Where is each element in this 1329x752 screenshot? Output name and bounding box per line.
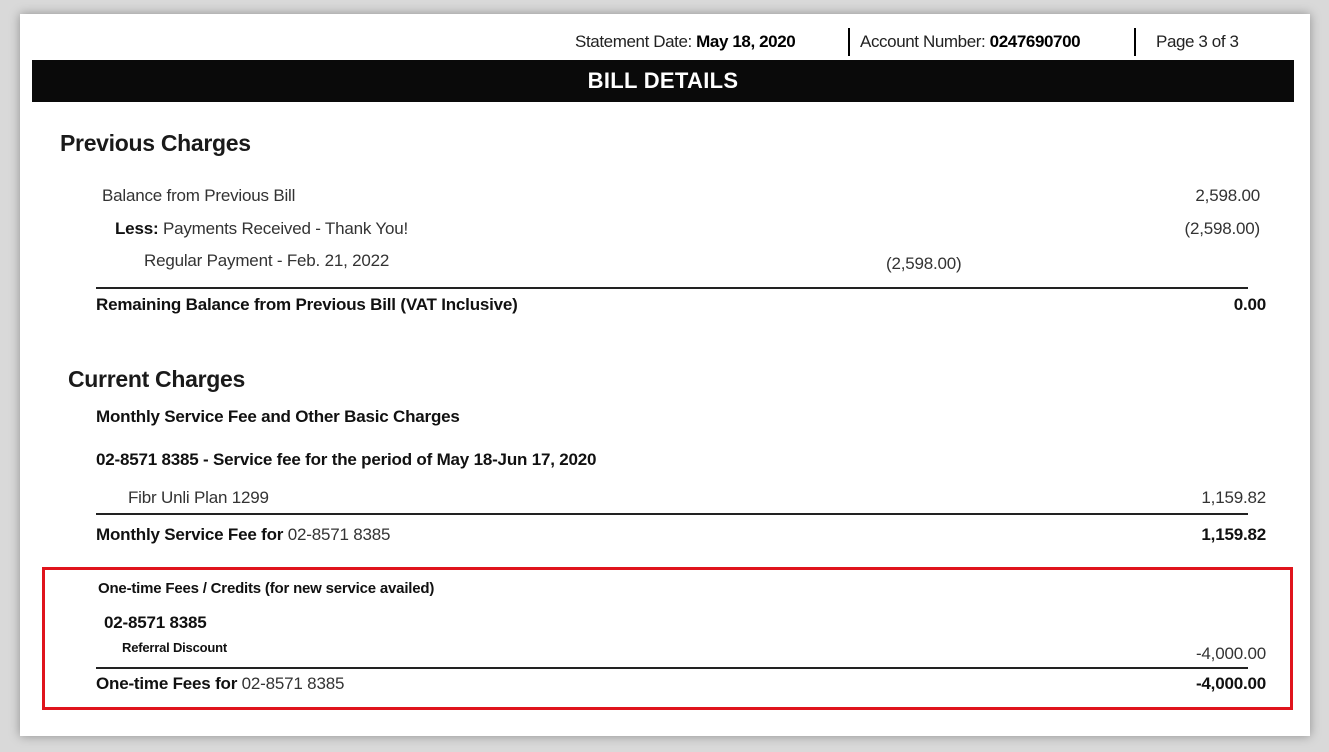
one-time-total-number: 02-8571 8385 [241, 674, 345, 693]
header-divider [1134, 28, 1136, 56]
monthly-service-subheading: Monthly Service Fee and Other Basic Charges [96, 407, 460, 426]
current-charges-heading: Current Charges [68, 366, 245, 392]
plan-label: Fibr Unli Plan 1299 [128, 488, 269, 507]
header-divider [848, 28, 850, 56]
statement-date [575, 32, 795, 52]
payments-received-label [115, 219, 408, 239]
page-title: BILL DETAILS [587, 68, 739, 93]
statement-date-value: May 18, 2020 [696, 32, 796, 51]
account-number-value: 0247690700 [989, 32, 1081, 51]
one-time-total-amount: -4,000.00 [1195, 674, 1266, 693]
payments-label-text: Payments Received - Thank You! [162, 219, 409, 238]
bill-details-page [20, 14, 1310, 736]
account-number [860, 32, 1080, 52]
regular-payment-label: Regular Payment - Feb. 21, 2022 [144, 251, 390, 270]
regular-payment-amount: (2,598.00) [886, 254, 962, 273]
one-time-total-label [96, 674, 344, 694]
account-number-label: Account Number: [860, 32, 986, 51]
one-time-total-label-text: One-time Fees for [96, 674, 238, 693]
remaining-balance-amount: 0.00 [1233, 295, 1266, 314]
divider-rule [96, 287, 1248, 289]
balance-previous-label: Balance from Previous Bill [102, 186, 296, 205]
divider-rule [96, 667, 1248, 669]
balance-previous-amount: 2,598.00 [1195, 186, 1260, 205]
monthly-fee-number: 02-8571 8385 [287, 525, 391, 544]
less-label: Less: [115, 219, 159, 238]
monthly-fee-total-label [96, 525, 390, 545]
page-indicator: Page 3 of 3 [1156, 32, 1239, 51]
referral-discount-amount: -4,000.00 [1195, 644, 1266, 663]
one-time-fees-heading: One-time Fees / Credits (for new service availed) [98, 580, 435, 597]
previous-charges-heading: Previous Charges [60, 130, 251, 156]
bill-details-title-bar [32, 60, 1294, 102]
divider-rule [96, 513, 1248, 515]
remaining-balance-label: Remaining Balance from Previous Bill (VAT Inclusive) [96, 295, 518, 314]
plan-amount: 1,159.82 [1201, 488, 1266, 507]
statement-date-label: Statement Date: [575, 32, 692, 51]
service-period-line: 02-8571 8385 - Service fee for the period of May 18-Jun 17, 2020 [96, 450, 597, 469]
monthly-fee-total-amount: 1,159.82 [1201, 525, 1266, 544]
one-time-number: 02-8571 8385 [104, 613, 207, 632]
referral-discount-label: Referral Discount [122, 640, 227, 655]
payments-received-amount: (2,598.00) [1184, 219, 1260, 238]
monthly-fee-label: Monthly Service Fee for [96, 525, 284, 544]
